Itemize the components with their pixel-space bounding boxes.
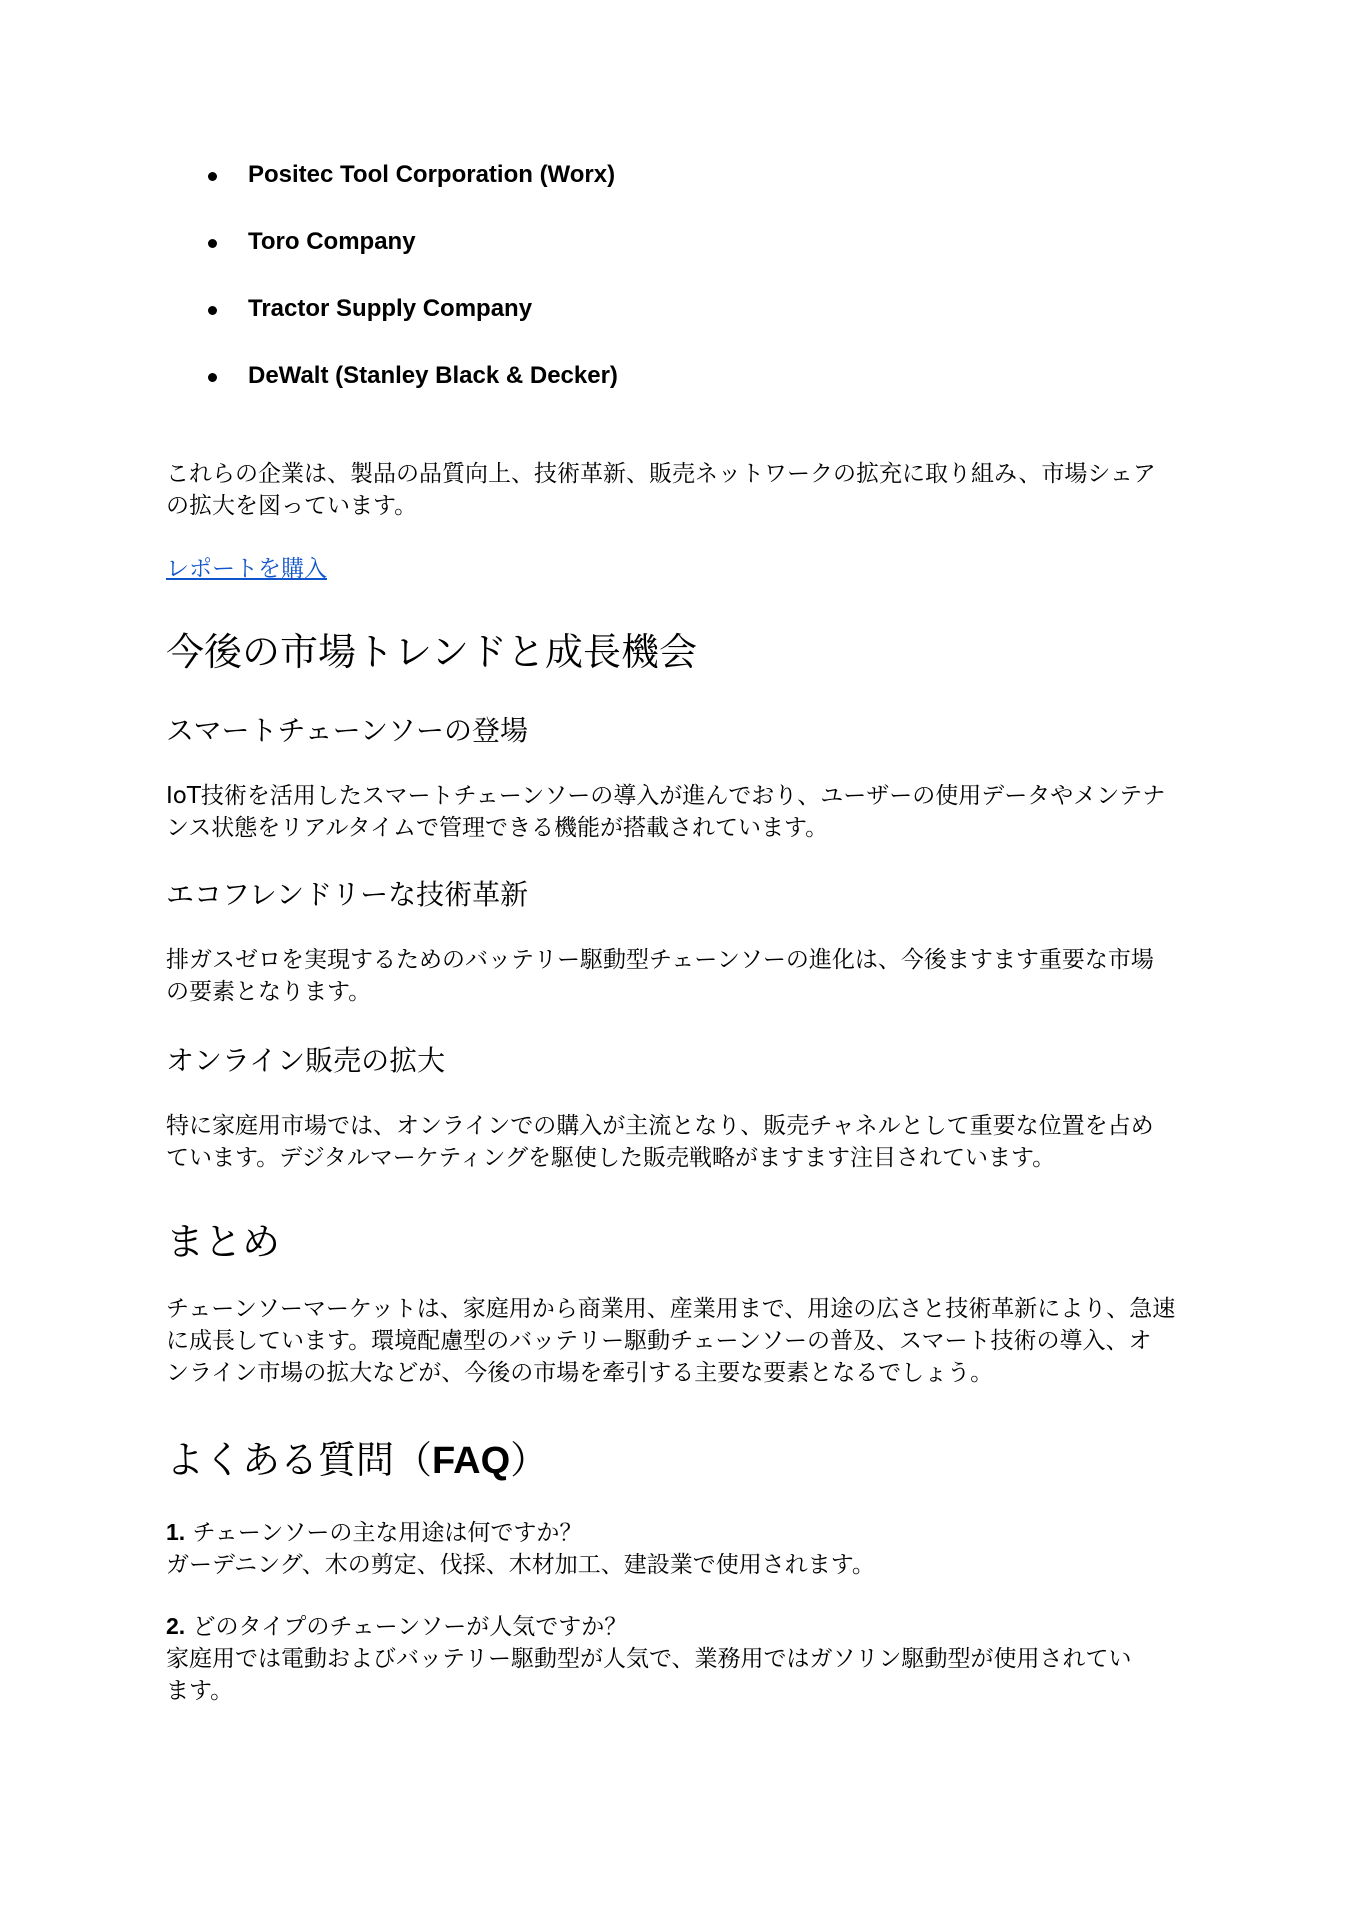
faq-heading-prefix: よくある質問（ [166, 1438, 433, 1482]
text-line: IoT技術を活用したスマートチェーンソーの導入が進んでおり、ユーザーの使用データやメンテナ [166, 783, 1166, 809]
eco-innovation-paragraph [166, 944, 1206, 1008]
faq-answer: ガーデニング、木の剪定、伐採、木材加工、建設業で使用されます。 [166, 1552, 875, 1578]
text-line: チェーンソーマーケットは、家庭用から商業用、産業用まで、用途の広さと技術革新により、急速 [166, 1296, 1176, 1322]
section-heading-summary: まとめ [166, 1220, 281, 1264]
text-line: ンライン市場の拡大などが、今後の市場を牽引する主要な要素となるでしょう。 [166, 1360, 994, 1386]
bullet-icon [208, 373, 217, 382]
text-line: に成長しています。環境配慮型のバッテリー駆動チェーンソーの普及、スマート技術の導入、オ [166, 1328, 1152, 1354]
online-sales-paragraph [166, 1110, 1206, 1174]
text-line: ています。デジタルマーケティングを駆使した販売戦略がますます注目されています。 [166, 1145, 1056, 1171]
list-item [206, 359, 618, 426]
faq-question: チェーンソーの主な用途は何ですか？ [185, 1520, 583, 1546]
faq-number: 1. [166, 1519, 186, 1545]
faq-answer: ます。 [166, 1678, 234, 1704]
subheading-smart-chainsaw: スマートチェーンソーの登場 [166, 714, 529, 747]
faq-heading-suffix: ） [510, 1438, 549, 1482]
faq-heading-latin: FAQ [432, 1440, 511, 1482]
faq-item [166, 1610, 1206, 1707]
intro-paragraph [166, 458, 1206, 522]
summary-paragraph [166, 1293, 1206, 1389]
smart-chainsaw-paragraph [166, 780, 1206, 844]
company-name: DeWalt (Stanley Black & Decker) [248, 362, 618, 389]
company-name: Toro Company [248, 228, 416, 255]
bullet-icon [208, 239, 217, 248]
section-heading-trends: 今後の市場トレンドと成長機会 [166, 630, 698, 674]
list-item [206, 158, 618, 225]
faq-number: 2. [166, 1613, 186, 1639]
text-line: 排ガスゼロを実現するためのバッテリー駆動型チェーンソーの進化は、今後ますます重要な市場 [166, 947, 1154, 973]
faq-answer: 家庭用では電動およびバッテリー駆動型が人気で、業務用ではガソリン駆動型が使用されてい [166, 1646, 1132, 1672]
bullet-icon [208, 306, 217, 315]
section-heading-faq [166, 1436, 548, 1485]
bullet-icon [208, 172, 217, 181]
faq-item [166, 1516, 1206, 1581]
buy-report-link[interactable]: レポートを購入 [166, 556, 327, 582]
subheading-online-sales: オンライン販売の拡大 [166, 1044, 446, 1077]
text-line: の拡大を図っています。 [166, 493, 418, 519]
company-list [206, 158, 618, 426]
list-item [206, 292, 618, 359]
subheading-eco-innovation: エコフレンドリーな技術革新 [166, 878, 529, 911]
company-name: Tractor Supply Company [248, 295, 533, 322]
text-line: これらの企業は、製品の品質向上、技術革新、販売ネットワークの拡充に取り組み、市場シェア [166, 461, 1156, 487]
text-line: 特に家庭用市場では、オンラインでの購入が主流となり、販売チャネルとして重要な位置を占め [166, 1113, 1154, 1139]
text-line: の要素となります。 [166, 979, 372, 1005]
faq-question: どのタイプのチェーンソーが人気ですか？ [185, 1614, 628, 1640]
list-item [206, 225, 618, 292]
text-line: ンス状態をリアルタイムで管理できる機能が搭載されています。 [166, 815, 829, 841]
company-name: Positec Tool Corporation (Worx) [248, 161, 616, 188]
